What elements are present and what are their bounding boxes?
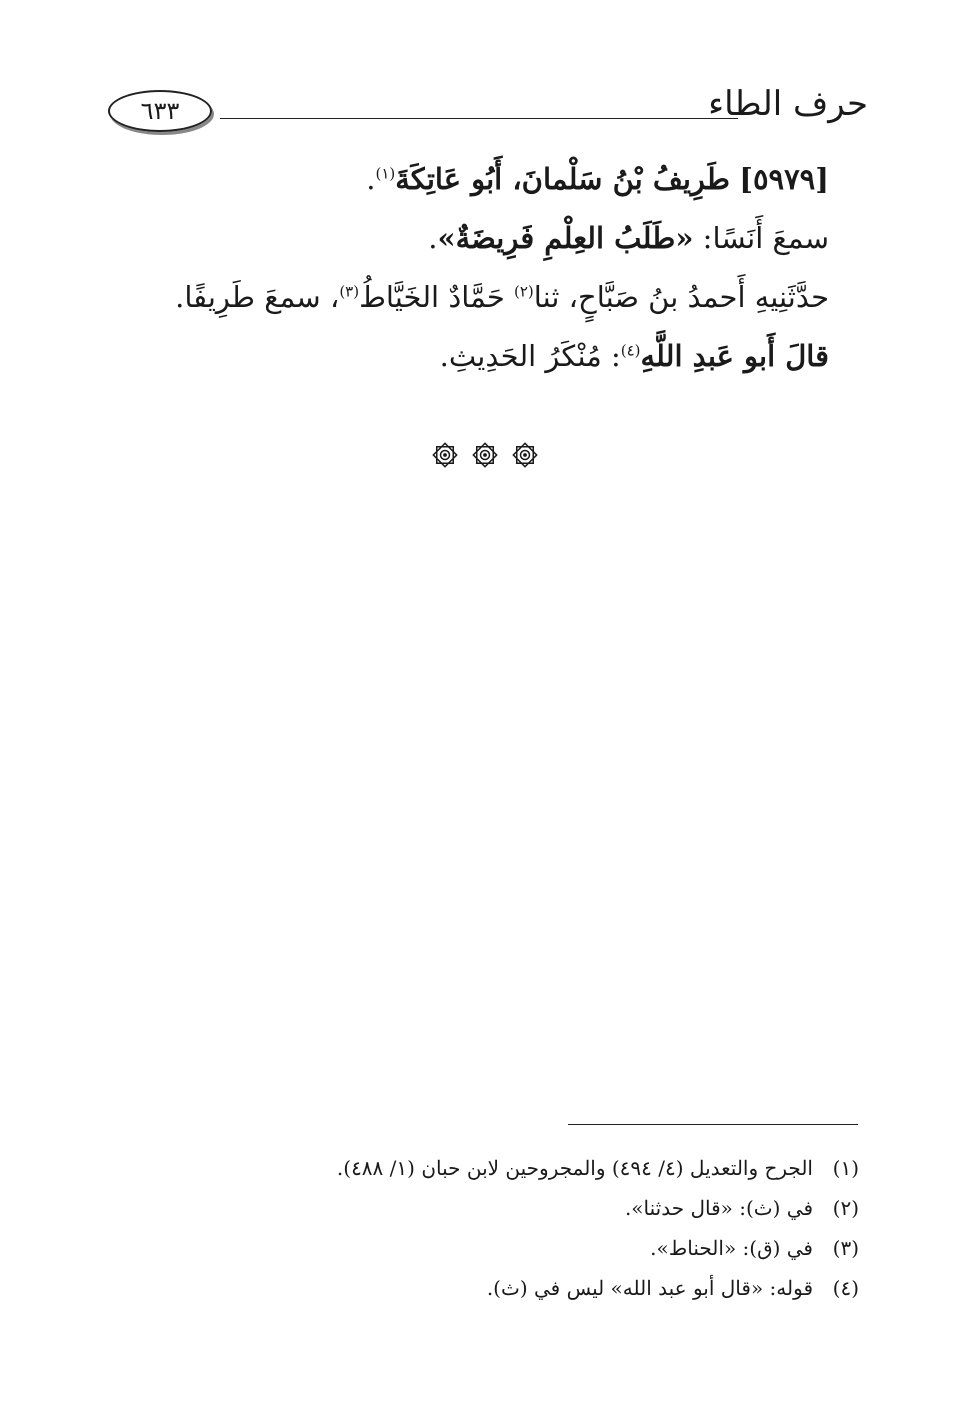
hadith-line bbox=[269, 209, 829, 268]
footnote-4 bbox=[239, 1268, 859, 1308]
isnad-line bbox=[175, 268, 829, 327]
isnad-part-2: حَمَّادٌ الخَيَّاطُ bbox=[359, 280, 514, 314]
entry-heading-end: . bbox=[366, 162, 376, 196]
entry-name: طَرِيفُ بْنُ سَلْمانَ، أَبُو عَاتِكَةَ bbox=[395, 162, 730, 196]
footnote-ref-2[interactable]: (٢) bbox=[514, 282, 534, 301]
footnote-separator bbox=[568, 1124, 858, 1125]
hadith-intro: سمعَ أَنَسًا: bbox=[693, 221, 829, 255]
footnote-number: (٢) bbox=[832, 1196, 859, 1220]
chapter-title: حرف الطاء bbox=[708, 84, 868, 124]
main-text bbox=[175, 150, 829, 386]
footnote-text: في (ث): «قال حدثنا». bbox=[624, 1196, 813, 1220]
isnad-part-3: ، سمعَ طَرِيفًا. bbox=[175, 280, 340, 314]
footnotes bbox=[239, 1148, 859, 1308]
section-divider bbox=[0, 440, 969, 470]
footnote-number: (٤) bbox=[832, 1276, 859, 1300]
judgment-speaker: قالَ أَبو عَبدِ اللَّهِ bbox=[640, 339, 829, 373]
hadith-end: . bbox=[428, 221, 438, 255]
footnote-1 bbox=[239, 1148, 859, 1188]
page-header bbox=[108, 84, 868, 144]
floral-ornament-icon bbox=[510, 440, 540, 470]
footnote-text: في (ق): «الحناط». bbox=[650, 1236, 813, 1260]
floral-ornament-icon bbox=[430, 440, 460, 470]
footnote-number: (١) bbox=[832, 1156, 859, 1180]
floral-ornament-icon bbox=[470, 440, 500, 470]
judgment-text: : مُنْكَرُ الحَدِيثِ. bbox=[439, 339, 621, 373]
judgment-line bbox=[269, 327, 829, 386]
footnote-2 bbox=[239, 1188, 859, 1228]
footnote-text: الجرح والتعديل (٤/ ٤٩٤) والمجروحين لابن حبان (١/ ٤٨٨). bbox=[336, 1156, 813, 1180]
footnote-ref-4[interactable]: (٤) bbox=[620, 341, 641, 360]
entry-number: [٥٩٧٩] bbox=[739, 162, 829, 196]
header-rule bbox=[220, 118, 738, 119]
page-number: ٦٣٣ bbox=[108, 90, 212, 132]
hadith-quote: «طَلَبُ العِلْمِ فَرِيضَةٌ» bbox=[437, 221, 694, 255]
footnote-3 bbox=[239, 1228, 859, 1268]
footnote-ref-1[interactable]: (١) bbox=[375, 164, 396, 183]
footnote-ref-3[interactable]: (٣) bbox=[339, 282, 360, 301]
footnote-number: (٣) bbox=[832, 1236, 859, 1260]
isnad-part-1: حدَّثَنِيهِ أَحمدُ بنُ صَبَّاحٍ، ثنا bbox=[533, 280, 829, 314]
entry-heading-line bbox=[269, 150, 829, 209]
footnote-text: قوله: «قال أبو عبد الله» ليس في (ث). bbox=[486, 1276, 813, 1300]
